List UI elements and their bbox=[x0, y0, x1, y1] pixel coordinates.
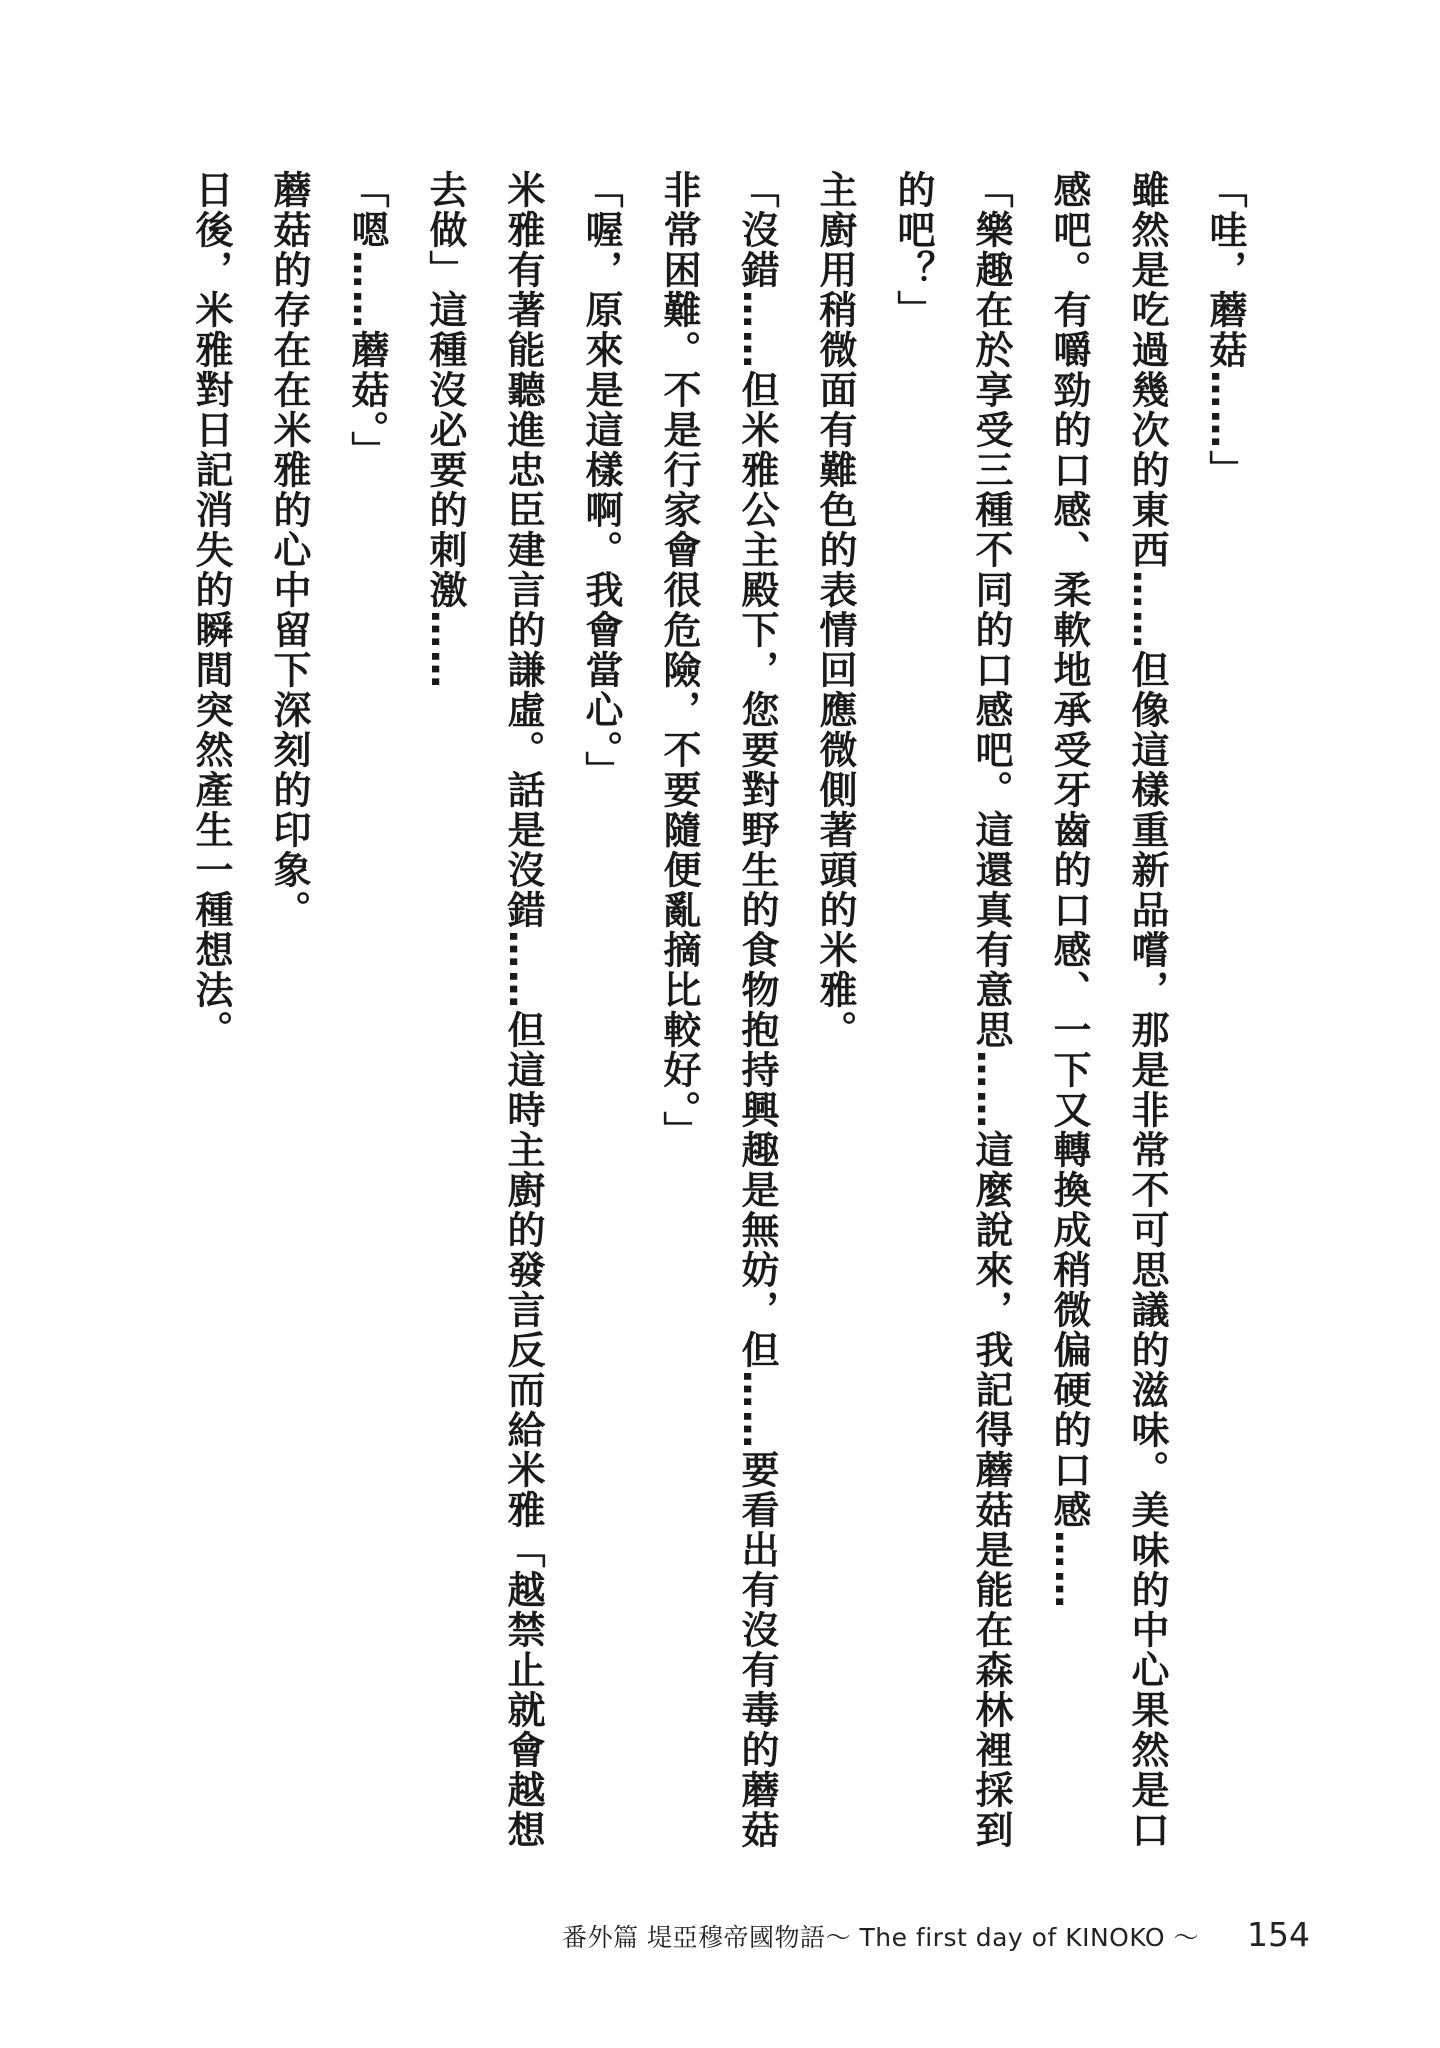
paragraph: 日後，米雅對日記消失的瞬間突然產生一種想法。 bbox=[189, 170, 233, 1050]
paragraph: 米雅有著能聽進忠臣建言的謙虛。話是沒錯……但這時主廚的發言反而給米雅「越禁止就會越想去做」這種沒必要的刺激…… bbox=[423, 170, 545, 1850]
paragraph: 蘑菇的存在在米雅的心中留下深刻的印象。 bbox=[267, 170, 311, 930]
paragraph: 「哇，蘑菇……」 bbox=[1203, 170, 1247, 490]
page-footer bbox=[562, 1915, 1310, 1954]
paragraph: 「嗯……蘑菇。」 bbox=[345, 170, 389, 471]
paragraph: 「樂趣在於享受三種不同的口感吧。這還真有意思……這麼說來，我記得蘑菇是能在森林裡採到的吧？」 bbox=[891, 170, 1013, 1850]
paragraph: 「喔，原來是這樣啊。我會當心。」 bbox=[579, 170, 623, 791]
paragraph: 「沒錯……但米雅公主殿下，您要對野生的食物抱持興趣是無妨，但……要看出有沒有毒的蘑菇非常困難。不是行家會很危險，不要隨便亂摘比較好。」 bbox=[657, 170, 779, 1850]
page-number: 154 bbox=[1247, 1915, 1310, 1954]
running-head: 番外篇 堤亞穆帝國物語～ The first day of KINOKO ～ bbox=[562, 1923, 1199, 1952]
vertical-text-body bbox=[172, 170, 1264, 1850]
paragraph: 雖然是吃過幾次的東西……但像這樣重新品嚐，那是非常不可思議的滋味。美味的中心果然是口感吧。有嚼勁的口感、柔軟地承受牙齒的口感、一下又轉換成稍微偏硬的口感…… bbox=[1047, 170, 1169, 1850]
paragraph: 主廚用稍微面有難色的表情回應微側著頭的米雅。 bbox=[813, 170, 857, 1050]
